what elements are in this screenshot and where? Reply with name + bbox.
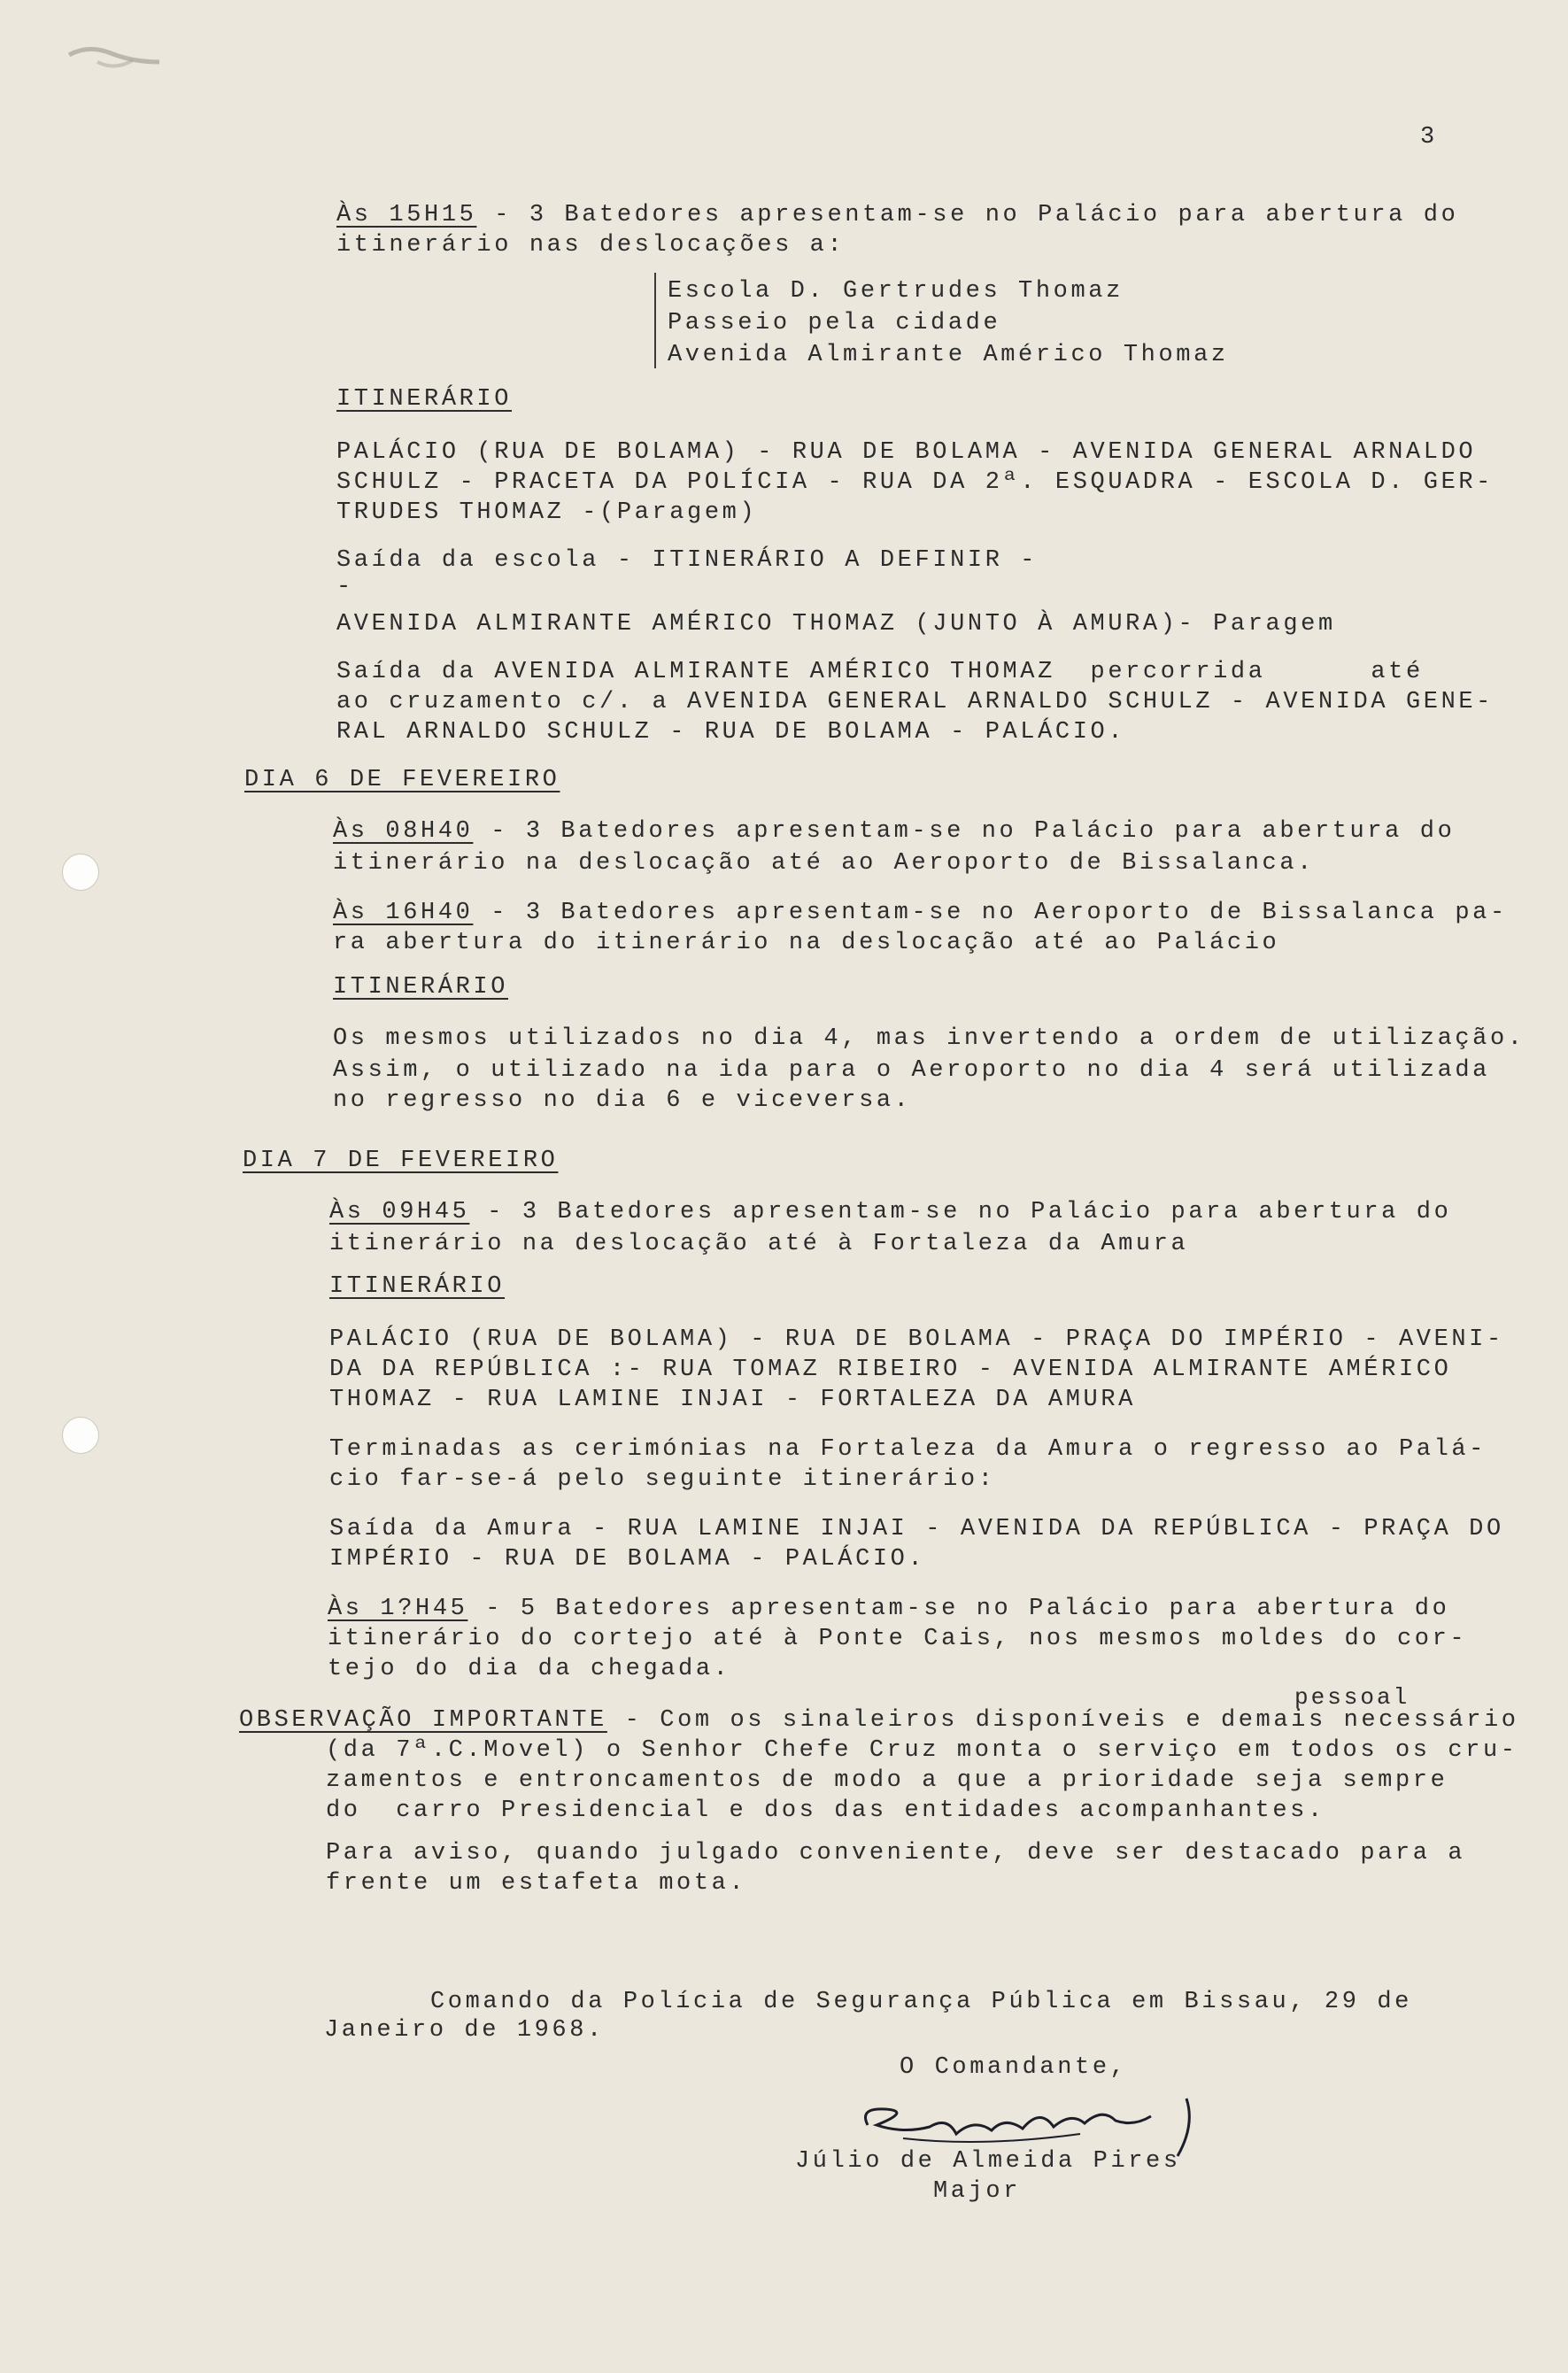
route-line: TRUDES THOMAZ -(Paragem)	[336, 499, 758, 526]
itinerary-heading: ITINERÁRIO	[336, 386, 513, 413]
body-line: cio far-se-á pelo seguinte itinerário:	[329, 1466, 996, 1493]
itinerary-heading: ITINERÁRIO	[333, 974, 509, 1001]
day-heading: DIA 6 DE FEVEREIRO	[244, 767, 560, 793]
punch-hole	[62, 1417, 99, 1454]
page-number: 3	[1420, 124, 1435, 151]
route-line: IMPÉRIO - RUA DE BOLAMA - PALÁCIO.	[329, 1546, 926, 1573]
entry-line: itinerário na deslocação até ao Aeroporto de Bissalanca.	[333, 850, 1315, 877]
route-line: PALÁCIO (RUA DE BOLAMA) - RUA DE BOLAMA - PRAÇA DO IMPÉRIO - AVENI-	[329, 1326, 1504, 1353]
entry-time: Às 09H45	[329, 1199, 470, 1225]
itinerary-heading: ITINERÁRIO	[329, 1273, 506, 1300]
day-heading: DIA 7 DE FEVEREIRO	[243, 1148, 559, 1174]
route-line: RAL ARNALDO SCHULZ - RUA DE BOLAMA - PALÁCIO.	[336, 719, 1126, 746]
route-line: DA DA REPÚBLICA :- RUA TOMAZ RIBEIRO - AVENIDA ALMIRANTE AMÉRICO	[329, 1357, 1452, 1383]
paper-smudge	[62, 35, 168, 80]
place-date: Janeiro de 1968.	[324, 2017, 605, 2044]
destination-item: Passeio pela cidade	[668, 310, 1001, 336]
route-line: AVENIDA ALMIRANTE AMÉRICO THOMAZ (JUNTO À AMURA)- Paragem	[336, 611, 1336, 638]
entry-time: Às 15H15	[336, 202, 477, 228]
entry-line: Às 16H40 - 3 Batedores apresentam-se no Aeroporto de Bissalanca pa-	[333, 900, 1508, 926]
entry-line: itinerário do cortejo até à Ponte Cais, nos mesmos moldes do cor-	[328, 1626, 1468, 1652]
inserted-correction: pessoal	[1294, 1684, 1410, 1711]
observation-line: (da 7ª.C.Movel) o Senhor Chefe Cruz monta o serviço em todos os cru-	[326, 1737, 1518, 1764]
signatory-title: O Comandante,	[900, 2054, 1128, 2081]
route-line: Saída da escola - ITINERÁRIO A DEFINIR -	[336, 547, 1039, 574]
bracket-line	[654, 273, 656, 368]
observation-line: OBSERVAÇÃO IMPORTANTE - Com os sinaleiros disponíveis e demais necessário	[239, 1707, 1519, 1734]
destination-item: Avenida Almirante Américo Thomaz	[668, 342, 1229, 368]
entry-line: itinerário nas deslocações a:	[336, 232, 846, 259]
observation-line: zamentos e entroncamentos de modo a que a prioridade seja sempre	[326, 1767, 1448, 1794]
entry-time: Às 1?H45	[328, 1596, 468, 1622]
signatory-rank: Major	[933, 2178, 1022, 2205]
observation-line: do carro Presidencial e dos das entidades acompanhantes.	[326, 1797, 1325, 1824]
route-line: Saída da Amura - RUA LAMINE INJAI - AVENIDA DA REPÚBLICA - PRAÇA DO	[329, 1516, 1504, 1542]
route-line: ao cruzamento c/. a AVENIDA GENERAL ARNALDO SCHULZ - AVENIDA GENE-	[336, 689, 1494, 715]
route-line: SCHULZ - PRACETA DA POLÍCIA - RUA DA 2ª. ESQUADRA - ESCOLA D. GER-	[336, 469, 1494, 496]
entry-line: Às 1?H45 - 5 Batedores apresentam-se no Palácio para abertura do	[328, 1596, 1450, 1622]
notice-line: Para aviso, quando julgado conveniente, deve ser destacado para a	[326, 1840, 1466, 1867]
dash-mark: -	[336, 574, 354, 600]
route-line: THOMAZ - RUA LAMINE INJAI - FORTALEZA DA AMURA	[329, 1387, 1136, 1413]
observation-label: OBSERVAÇÃO IMPORTANTE	[239, 1707, 607, 1734]
entry-time: Às 16H40	[333, 900, 474, 926]
route-line: Saída da AVENIDA ALMIRANTE AMÉRICO THOMAZ percorrida até	[336, 659, 1424, 685]
punch-hole	[62, 854, 99, 891]
entry-line: Às 15H15 - 3 Batedores apresentam-se no Palácio para abertura do	[336, 202, 1459, 228]
destination-item: Escola D. Gertrudes Thomaz	[668, 278, 1124, 305]
body-line: Terminadas as cerimónias na Fortaleza da Amura o regresso ao Palá-	[329, 1436, 1487, 1463]
entry-line: ra abertura do itinerário na deslocação até ao Palácio	[333, 930, 1280, 956]
body-line: Os mesmos utilizados no dia 4, mas invertendo a ordem de utilização.	[333, 1025, 1526, 1052]
entry-line: Às 08H40 - 3 Batedores apresentam-se no Palácio para abertura do	[333, 818, 1456, 845]
entry-time: Às 08H40	[333, 818, 474, 845]
entry-line: itinerário na deslocação até à Fortaleza da Amura	[329, 1231, 1189, 1257]
entry-line: Às 09H45 - 3 Batedores apresentam-se no Palácio para abertura do	[329, 1199, 1452, 1225]
notice-line: frente um estafeta mota.	[326, 1870, 747, 1897]
body-line: no regresso no dia 6 e viceversa.	[333, 1087, 912, 1114]
route-line: PALÁCIO (RUA DE BOLAMA) - RUA DE BOLAMA - AVENIDA GENERAL ARNALDO	[336, 439, 1477, 466]
body-line: Assim, o utilizado na ida para o Aeroporto no dia 4 será utilizada	[333, 1057, 1490, 1084]
place-date: Comando da Polícia de Segurança Pública em Bissau, 29 de	[430, 1989, 1412, 2015]
entry-line: tejo do dia da chegada.	[328, 1656, 731, 1682]
signatory-name: Júlio de Almeida Pires	[795, 2148, 1181, 2175]
